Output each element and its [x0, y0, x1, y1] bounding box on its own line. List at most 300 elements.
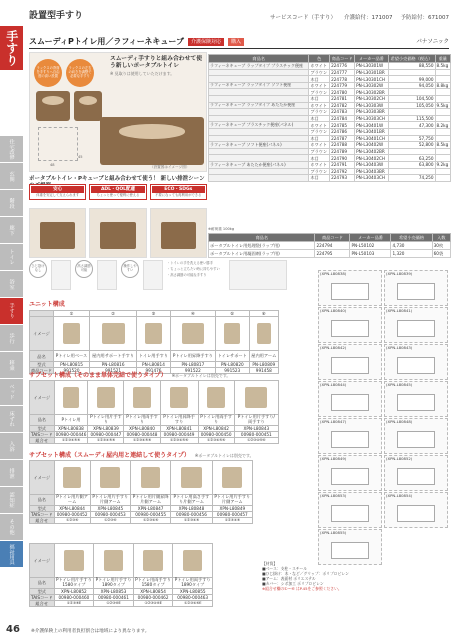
table-row	[209, 82, 451, 89]
subset-name: Pトイレ用片手すり1580タイプ	[55, 577, 92, 587]
feature-name: ECO・SDGs	[152, 186, 205, 193]
rental-code: 介護給付：171007	[344, 15, 393, 22]
column-header: 商品名	[209, 55, 309, 63]
subset-image	[133, 544, 173, 578]
cell-name	[209, 89, 309, 96]
unit-table	[29, 310, 279, 374]
feature-desc: 体重を安定して支えられます	[36, 193, 80, 198]
subset-combo: ①②③⑥	[90, 518, 130, 524]
cell-weight: 8.5kg	[435, 63, 450, 70]
cell-color: ブラウン	[309, 128, 330, 135]
cell-weight	[435, 148, 450, 155]
option-note: ・ちょっと立ちたい時に持ちやすい	[167, 267, 220, 271]
section-subtitle: ※ポータブルトイレは別売です。	[194, 453, 254, 458]
cell-code: 224778	[330, 76, 355, 83]
product-title: スムーディPトイレ用／ラフィーネキューブ	[29, 37, 184, 47]
column-header: 入数	[432, 234, 450, 242]
subset-tais: 00980-000449	[160, 432, 198, 438]
table-row	[209, 161, 451, 168]
footnote: ※介護保険上の利用者負担割合は地域により異なります。	[31, 629, 150, 634]
unit-image	[170, 317, 215, 351]
nav-item-hokou[interactable]: 歩行	[0, 325, 23, 352]
feature-name: ADL・QOL配慮	[91, 186, 144, 193]
cell-qty: 30枚	[432, 242, 450, 250]
diagram-label: (XPN-L80844)	[320, 382, 347, 387]
notes-line: ■アーム：表面材 ポリエステル	[262, 575, 316, 581]
table-row	[209, 148, 451, 155]
cell-code: 224793	[330, 175, 355, 182]
cell-color: ブラウン	[309, 168, 330, 175]
cell-name	[209, 168, 309, 175]
subset-image	[173, 544, 213, 578]
lead-text	[110, 56, 206, 77]
subset-combo: ①②③⑥E	[94, 601, 134, 607]
row-label: 組合せ	[30, 438, 55, 444]
lead-heading: スムーディ手すりと組み合わせて使う新しいポータブルトイレ	[110, 56, 202, 69]
nav-item-sonota[interactable]: その他	[0, 514, 23, 541]
cell-name	[209, 115, 309, 122]
subset-name: Pトイレ用高さ手すり片側アーム	[171, 495, 212, 506]
cell-color: ブラウン	[309, 109, 330, 116]
subset-name: Pトイレ用	[54, 415, 88, 426]
notes-line: ■ひじ掛け：木・など／グリップ：ポリプロピレン	[262, 570, 349, 576]
column-header: 色	[309, 55, 330, 63]
unit-model: PN-L80814	[137, 362, 171, 368]
cell-color: 木目	[309, 155, 330, 162]
toilet-illustration	[36, 91, 70, 121]
unit-name: 屋内用サポート手すり	[90, 351, 137, 362]
cell-weight	[435, 135, 450, 142]
subset-model: XPN-L80848	[171, 506, 212, 512]
subset-model: XPN-L80853	[94, 589, 134, 595]
nav-item-jutaku[interactable]: 住宅改修	[0, 136, 23, 163]
row-label: TAISコード	[31, 512, 53, 518]
page-number: 46	[6, 624, 20, 635]
unit-image	[90, 317, 137, 351]
top-bar	[29, 0, 449, 26]
main-product-illustration	[100, 117, 204, 165]
cell-name: ラフィーネキューブ ラップタイプ あたたか便座	[209, 102, 309, 109]
purchase-badge: 購入	[228, 38, 244, 46]
cell-code: 224784	[330, 115, 355, 122]
cell-code: 224787	[330, 135, 355, 142]
diagram-shape	[397, 357, 434, 374]
cell-model: PN-L30403BR	[355, 168, 388, 175]
cell-model: PN-L30302W	[355, 82, 388, 89]
toilet-illustration	[74, 91, 102, 121]
diagram-shape	[397, 505, 434, 522]
cell-weight: 8.5kg	[435, 142, 450, 149]
nav-item-yokushitsu[interactable]: 浴室	[0, 271, 23, 298]
row-label: 型式	[30, 589, 55, 595]
column-header: 商品名	[209, 234, 315, 242]
unit-model: PN-L80809	[249, 362, 278, 368]
cell-weight	[435, 168, 450, 175]
cell-name	[209, 155, 309, 162]
subset-combo: ①②③⑥	[54, 518, 90, 524]
option-illustration	[229, 260, 287, 290]
feature-item	[29, 184, 86, 200]
feature-name: 安心	[31, 186, 84, 193]
option-image	[97, 260, 117, 290]
layout-diagram	[318, 344, 382, 380]
layout-diagram	[384, 492, 448, 528]
subset-image	[124, 381, 160, 415]
cell-name: ポータブルトイレ用処理袋(ラップ用)	[209, 242, 315, 250]
unit-name: トイレサポート	[215, 351, 249, 362]
unit-model: PN-L80820	[215, 362, 249, 368]
cell-price: 57,750	[388, 135, 435, 142]
cell-price	[388, 168, 435, 175]
subset-model: XPN-L80840	[124, 426, 160, 432]
unit-code: 991521	[90, 368, 137, 374]
cell-color: ホワイト	[309, 122, 330, 129]
cell-name	[209, 175, 309, 182]
cell-price: 105,050	[388, 102, 435, 109]
row-label: 型式	[30, 362, 54, 368]
cell-weight	[435, 76, 450, 83]
subset-model: XPN-L80844	[54, 506, 90, 512]
photo-row	[29, 208, 207, 258]
subset-model: XPN-L80842	[198, 426, 234, 432]
cell-color: ホワイト	[309, 82, 330, 89]
unit-image	[53, 317, 89, 351]
cell-weight	[435, 175, 450, 182]
cell-weight	[435, 69, 450, 76]
column-header: 希望小売価格（税込）	[388, 55, 435, 63]
subset-name: Pトイレ用昇降手すり	[160, 415, 198, 426]
cell-price	[388, 148, 435, 155]
nav-item-tesuri[interactable]: 手すり	[0, 298, 23, 325]
cell-code: 224777	[330, 69, 355, 76]
subset-image	[94, 544, 134, 578]
cell-code: 224786	[330, 128, 355, 135]
table-row	[209, 115, 451, 122]
option-image	[51, 260, 71, 290]
unit-number: ①	[53, 311, 89, 317]
cell-weight	[435, 155, 450, 162]
subset-model: XPN-L80843	[234, 426, 278, 432]
subset-name: Pトイレ用両手すり1580タイプ	[135, 577, 171, 587]
cell-model: PN-L30301BR	[355, 69, 388, 76]
cell-code: 224776	[330, 63, 355, 70]
cell-model: PN-L30303CH	[355, 115, 388, 122]
cell-price: 99,000	[388, 76, 435, 83]
cell-price	[388, 69, 435, 76]
category-side-tab[interactable]: 手すり	[0, 26, 23, 70]
table-row	[209, 76, 451, 83]
subset-image	[54, 544, 94, 578]
cell-weight	[435, 128, 450, 135]
options-row	[29, 258, 289, 294]
product-header	[29, 37, 449, 49]
prevention-code: 予防給付：671007	[400, 15, 449, 22]
row-label: 型式	[30, 506, 55, 512]
cell-qty: 60袋	[432, 250, 450, 258]
subset1-table	[29, 380, 279, 444]
subset-combo: ①②③④⑤⑥	[54, 438, 88, 444]
diagram-shape	[331, 468, 368, 485]
notes-title: 【材質】	[262, 561, 278, 566]
diagram-shape	[397, 431, 434, 448]
subset-combo: ①②③④⑤⑥	[160, 438, 198, 444]
spec-table-body	[209, 63, 451, 182]
table-row	[209, 96, 451, 103]
row-label: イメージ	[30, 381, 55, 415]
nav-item-toilet[interactable]: トイレ	[0, 244, 23, 271]
table-row	[209, 122, 451, 129]
column-header: 希望小売価格	[391, 234, 432, 242]
subset-tais: 00980-000455	[130, 512, 170, 518]
cell-name: ポータブルトイレ用凝固剤(ラップ用)	[209, 250, 315, 258]
feature-desc: 不要になっても再利用ができる	[155, 193, 202, 198]
cell-name: ラフィーネキューブ あたたか便座(パネル)	[209, 161, 309, 168]
table-row	[209, 168, 451, 175]
row-label: 品名	[30, 578, 55, 589]
layout-diagram	[384, 381, 448, 417]
cell-color: ホワイト	[309, 161, 330, 168]
table-row	[209, 155, 451, 162]
diagram-shape	[397, 394, 434, 411]
subset-model: XPN-L80847	[130, 506, 170, 512]
cell-weight: 8.2kg	[435, 122, 450, 129]
notes-line: ■ベース：支柱・スチール	[262, 565, 308, 571]
layout-diagram	[318, 455, 382, 491]
section-title: サブセット構成（そのまま単体完結で使うタイプ）	[29, 372, 167, 379]
table-row	[209, 175, 451, 182]
subset-model: XPN-L80841	[160, 426, 198, 432]
subset-combo: ①②③④⑥E	[173, 601, 213, 607]
table-row	[209, 135, 451, 142]
cell-price: 74,250	[388, 175, 435, 182]
cell-code: 224781	[330, 96, 355, 103]
diagram-label: (XPN-L80849)	[320, 456, 347, 461]
table-row	[209, 142, 451, 149]
cell-code: 224794	[315, 242, 350, 250]
unit-name: トイレ用手すり	[137, 351, 171, 362]
cell-model: PN-L30301W	[355, 63, 388, 70]
subset-image	[54, 381, 88, 415]
subset-image	[212, 461, 252, 495]
row-label: 組合せ	[30, 601, 55, 607]
unit-code: 991476	[137, 368, 171, 374]
unit-image	[215, 317, 249, 351]
subset-model: XPN-L80852	[54, 589, 94, 595]
subset-tais: 00980-000462	[133, 595, 173, 601]
subset-model: XPN-L80839	[88, 426, 124, 432]
subset-name: Pトイレ用片手すり片側アーム	[212, 495, 252, 506]
cell-model: PN-L30403CH	[355, 175, 388, 182]
subset-combo: ①②③④⑤⑥	[234, 438, 278, 444]
cell-price: 115,500	[388, 115, 435, 122]
subset-tais: 00980-000448	[124, 432, 160, 438]
option-note: ・高さ調節の可能な手すり	[167, 273, 207, 277]
cell-color: ブラウン	[309, 69, 330, 76]
diagram-label: (XPN-L80840)	[320, 308, 347, 313]
diagram-shape	[331, 505, 368, 522]
nav-item-ninchisho[interactable]: 認知症	[0, 487, 23, 514]
cell-color: 木目	[309, 135, 330, 142]
nav-item-rouka[interactable]: 廊下	[0, 217, 23, 244]
diagram-label: (XPN-L80853)	[320, 493, 347, 498]
cell-color: 木目	[309, 76, 330, 83]
unit-name: Pトイレ用ベース	[53, 351, 89, 362]
table-row	[209, 109, 451, 116]
section-subtitle: ※ポータブルトイレは別売です。	[171, 373, 231, 378]
spec-note: ※耐荷重 100kg	[208, 227, 235, 231]
subset-tais: 00980-000447	[88, 432, 124, 438]
diagram-label: (XPN-L80838)	[320, 271, 347, 276]
row-label: イメージ	[30, 544, 55, 578]
cell-color: ブラウン	[309, 89, 330, 96]
dimension-depth: 48	[50, 163, 55, 167]
nav-item-ijou[interactable]: 移乗	[0, 352, 23, 379]
row-label: 品名	[30, 351, 54, 362]
option-circle: 操作しやすい	[121, 260, 139, 278]
cell-name	[209, 109, 309, 116]
feature-bubble: ラックスの左右の向きを調整で必要な手すり	[66, 59, 94, 87]
diagram-label: (XPN-L80847)	[320, 419, 347, 424]
layout-diagram	[384, 270, 448, 306]
cell-weight	[435, 96, 450, 103]
nav-item-genkan[interactable]: 玄関	[0, 163, 23, 190]
cell-name	[209, 148, 309, 155]
subset-model: XPN-L80854	[133, 589, 173, 595]
unit-number: ⑥	[249, 311, 278, 317]
feature-desc: ちょっと使って便利に使える	[96, 193, 140, 198]
spec-table	[208, 54, 451, 182]
cell-price	[388, 109, 435, 116]
insurance-badge: 介護保険対応	[188, 38, 224, 46]
subset3-table	[29, 543, 213, 607]
nav-item-nyuyoku[interactable]: 入浴	[0, 433, 23, 460]
cell-color: ホワイト	[309, 63, 330, 70]
nav-item-tokozure[interactable]: 床ずれ	[0, 406, 23, 433]
cell-code: 224779	[330, 82, 355, 89]
row-label: 品名	[30, 415, 55, 426]
option-circle: 高さ調節可能	[75, 260, 93, 278]
diagram-shape	[331, 357, 368, 374]
cell-price: 63,800	[388, 161, 435, 168]
lead-note: ※ 見取りは使用していただけます。	[110, 70, 175, 76]
diagram-label: (XPN-L80842)	[320, 345, 347, 350]
service-code-label: サービスコード（手すり）	[269, 15, 336, 22]
cell-name: ラフィーネキューブ ラップタイプ プラスチック便座	[209, 63, 309, 70]
nav-item-bed[interactable]: ベッド	[0, 379, 23, 406]
column-header: 重量	[435, 55, 450, 63]
table-row	[209, 242, 451, 250]
diagram-shape	[331, 320, 368, 337]
row-label: 組合せ	[30, 518, 55, 524]
unit-image	[137, 317, 171, 351]
subset-tais: 00980-000451	[234, 432, 278, 438]
cell-model: PN-L50103	[350, 250, 391, 258]
subset-tais: 00980-000452	[54, 512, 90, 518]
subset-image	[88, 381, 124, 415]
cell-model: PN-L30302BR	[355, 89, 388, 96]
consumables-table	[208, 233, 451, 258]
cell-weight	[435, 89, 450, 96]
cell-weight	[435, 109, 450, 116]
table-row	[209, 102, 451, 109]
cell-color: ブラウン	[309, 148, 330, 155]
cell-code: 224785	[330, 122, 355, 129]
subset-name: Pトイレ用片手すり1890タイプ	[95, 577, 132, 587]
subset-name: Pトイレ用片側昇降片側アーム	[130, 495, 170, 506]
diagram-label: (XPN-L80841)	[386, 308, 413, 313]
unit-code: 991523	[215, 368, 249, 374]
subset-combo: ①②③④⑤⑥	[198, 438, 234, 444]
layout-diagram	[384, 307, 448, 343]
nav-item-fukushi[interactable]: 福祉用具	[0, 541, 23, 568]
column-header: メーカー品番	[355, 55, 388, 63]
cell-weight: 9.5kg	[435, 102, 450, 109]
unit-name: 屋内用アーム	[249, 351, 278, 362]
cell-name: ラフィーネキューブ プラスチック便座(パネル)	[209, 122, 309, 129]
cell-code: 224792	[330, 168, 355, 175]
row-label: イメージ	[30, 461, 55, 495]
column-header: 商品コード	[330, 55, 355, 63]
subset-combo: ①②③④⑤⑥	[88, 438, 124, 444]
nav-item-kaidan[interactable]: 階段	[0, 190, 23, 217]
diagram-shape	[331, 542, 368, 559]
category-title: 設置型手すり	[29, 11, 84, 22]
subset-name: Pトイレ用両手すり1890タイプ	[174, 577, 211, 587]
cell-weight: 9.2kg	[435, 161, 450, 168]
cell-model: PN-L30403W	[355, 161, 388, 168]
feature-title: ポータブルトイレ・Pキューブと組み合わせて使う！ 新しい排泄シーン	[29, 176, 205, 182]
cell-price: 1,320	[391, 250, 432, 258]
unit-model: PN-L80816	[90, 362, 137, 368]
subset-image	[198, 381, 234, 415]
subset-tais: 00980-000456	[171, 512, 212, 518]
cell-color: ホワイト	[309, 102, 330, 109]
cell-code: 224790	[330, 155, 355, 162]
subset-image	[234, 381, 278, 415]
subset1-title	[29, 372, 230, 379]
diagram-label: (XPN-L80848)	[386, 419, 413, 424]
layout-diagram	[318, 529, 382, 565]
hero-caption: （設置図はイメージ図）	[150, 165, 190, 169]
row-label: 型式	[30, 426, 55, 432]
subset-combo: ①②③④⑥	[212, 518, 252, 524]
diagram-label: (XPN-L80854)	[386, 493, 413, 498]
cell-price: 104,500	[388, 96, 435, 103]
cell-color: 木目	[309, 175, 330, 182]
cell-model: PN-L30303BR	[355, 109, 388, 116]
cell-price: 88,550	[388, 63, 435, 70]
cell-price: 63,250	[388, 155, 435, 162]
subset-image	[160, 381, 198, 415]
cell-price: 94,050	[388, 82, 435, 89]
nav-item-haisetsu[interactable]: 排泄	[0, 460, 23, 487]
maker-name: パナソニック	[416, 38, 449, 45]
unit-section-title	[29, 301, 65, 308]
option-circle: ひじ掛けなし	[29, 260, 47, 278]
usage-photo	[29, 208, 86, 258]
layout-diagram	[318, 418, 382, 454]
option-image	[143, 260, 163, 290]
subset-combo: ①②③⑥E	[54, 601, 94, 607]
cell-model: PN-L30302CH	[355, 96, 388, 103]
subset-name: Pトイレ用両手すり	[124, 415, 160, 426]
row-label: 品名	[30, 495, 55, 506]
subset2-title	[29, 452, 254, 459]
cell-price: 4,730	[391, 242, 432, 250]
layout-diagram	[318, 492, 382, 528]
row-label: 商品コード	[31, 368, 52, 374]
diagram-label: (XPN-L80855)	[320, 530, 347, 535]
